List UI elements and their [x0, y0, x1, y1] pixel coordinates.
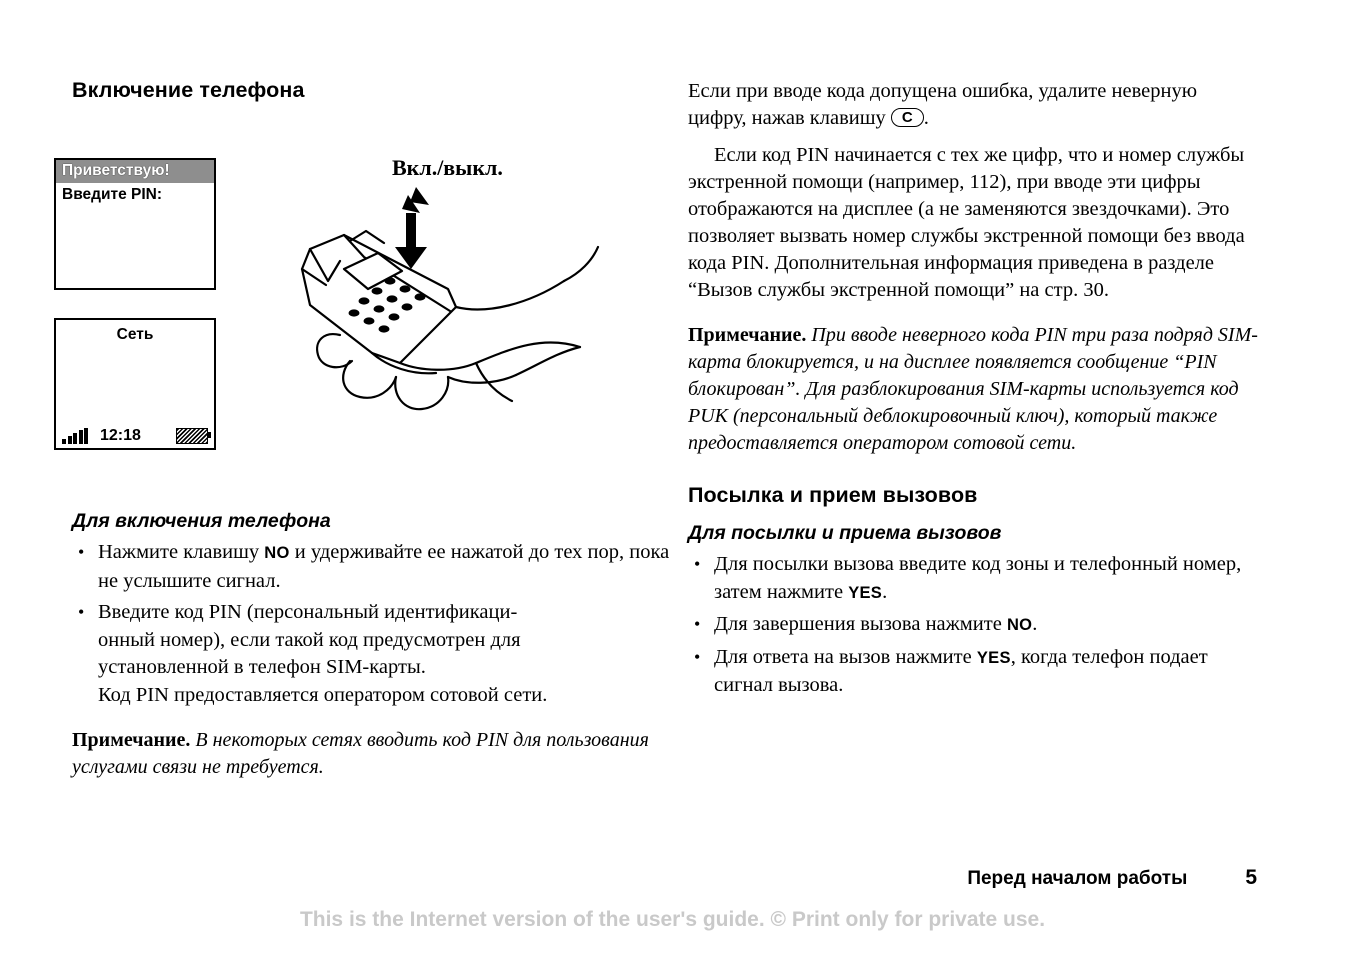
para1-part-a: Если при вводе кода допущена ошибка, удалите неверную цифру, нажав клавишу — [688, 80, 1198, 129]
bullet-line-3: установленной в телефон SIM-карты. — [98, 656, 426, 678]
note-label: Примечание. — [72, 729, 191, 751]
list-item — [72, 539, 672, 595]
footer-chapter: Перед началом работы — [967, 868, 1188, 889]
left-body — [72, 510, 672, 781]
screen-network-label: Сеть — [116, 326, 154, 343]
list-item — [688, 611, 1258, 640]
bullet-text-post: . — [1032, 613, 1038, 635]
bullet-text-pre: Для завершения вызова нажмите — [714, 613, 1007, 635]
key-no: NO — [1006, 616, 1033, 634]
bullet-line-2: онный номер), если такой код предусмотрен для — [98, 628, 521, 651]
left-note — [72, 727, 672, 781]
key-yes: YES — [976, 648, 1011, 667]
bullet-text-post: . — [882, 580, 888, 603]
key-no: NO — [264, 544, 290, 562]
footer-page-number: 5 — [1245, 866, 1257, 889]
bullet-text-post: и удерживайте ее нажатой до тех пор, пока не услышите сигнал. — [98, 541, 670, 592]
bullet-line-1: Введите код PIN (персональный идентификаци- — [98, 601, 518, 623]
clear-key-icon: C — [891, 108, 924, 127]
left-subheading: Для включения телефона — [72, 510, 331, 532]
right-heading-2: Посылка и прием вызовов — [688, 483, 978, 507]
para1-part-b: . — [923, 107, 929, 129]
note-text: В некоторых сетях вводить код PIN для пользования услугами связи не требуется. — [72, 729, 649, 778]
signal-strength-icon — [62, 428, 88, 444]
page-footer — [967, 866, 1257, 890]
right-note — [688, 322, 1258, 457]
note-label: Примечание. — [688, 324, 807, 346]
bullet-text-post: , когда телефон подает сигнал вызова. — [714, 645, 1208, 696]
key-yes: YES — [848, 583, 883, 602]
note-text: При вводе неверного кода PIN три раза подряд SIM-карта блокируется, и на дисплее появляется сообщение “PIN блокирован”. Для разблокирования SIM-карты используется код PUK (персональный деблокировочный ключ), который также предоставляется оператором сотовой сети. — [688, 324, 1258, 454]
screen-clock: 12:18 — [100, 427, 141, 444]
screen-pin-prompt: Введите PIN: — [62, 186, 163, 203]
right-subheading-2: Для посылки и приема вызовов — [688, 522, 1002, 544]
hand-holding-phone-illustration — [280, 185, 620, 475]
left-bullet-list — [72, 539, 672, 709]
bullet-text-pre: Для ответа на вызов нажмите — [714, 645, 977, 668]
phone-screen-standby — [54, 318, 216, 450]
right-bullet-list — [688, 551, 1258, 700]
left-column — [72, 78, 652, 117]
right-paragraph-2: Если код PIN начинается с тех же цифр, что и номер службы экстренной помощи (например, 112), при вводе эти цифры отображаются на дисплее (а не заменяются звездочками). Это позволяет вызвать номер службы экстренной помощи без ввода кода PIN. Дополнительная информация приведена в разделе “Вызов службы экстренной помощи” на стр. 30. — [688, 144, 1245, 301]
bullet-text-pre: Нажмите клавишу — [98, 541, 265, 563]
screen-status-row — [56, 428, 214, 444]
on-off-label: Вкл./выкл. — [392, 155, 503, 180]
phone-display-illustrations — [54, 158, 216, 450]
page-title: Включение телефона — [72, 78, 305, 102]
bullet-line-4: Код PIN предоставляется оператором сотовой сети. — [98, 683, 548, 706]
right-paragraph-1 — [688, 78, 1258, 132]
internet-version-disclaimer: This is the Internet version of the user's guide. © Print only for private use. — [299, 908, 1046, 931]
screen-banner-text: Приветствую! — [56, 160, 214, 183]
list-item — [688, 551, 1258, 607]
press-arrow-icon — [395, 187, 429, 269]
battery-icon — [176, 428, 208, 444]
right-column — [688, 78, 1258, 704]
bullet-text-pre: Для посылки вызова введите код зоны и телефонный номер, затем нажмите — [714, 553, 1242, 603]
list-item — [688, 644, 1258, 700]
phone-screen-welcome — [54, 158, 216, 290]
list-item — [72, 599, 672, 709]
